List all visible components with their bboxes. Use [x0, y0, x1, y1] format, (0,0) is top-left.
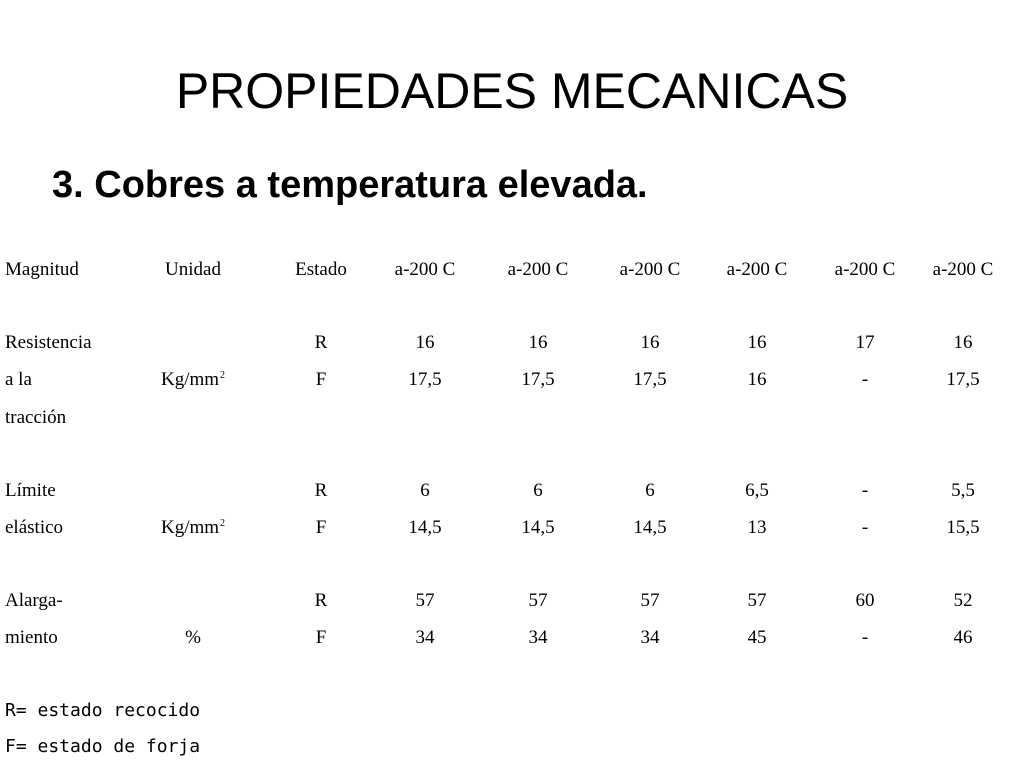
magnitude-label: tracción: [5, 407, 67, 428]
value-cell: 60: [855, 590, 875, 611]
value-cell: 57: [528, 590, 548, 611]
value-cell: 5,5: [951, 480, 975, 501]
magnitude-label: miento: [5, 627, 58, 648]
unit-cell: $Kg/mm^2$: [160, 517, 226, 538]
value-cell: 57: [747, 590, 767, 611]
value-cell: 34: [415, 627, 435, 648]
value-cell: 17,5: [946, 369, 980, 390]
value-cell: 14,5: [521, 517, 555, 538]
value-cell: 14,5: [408, 517, 442, 538]
value-cell: 17,5: [633, 369, 667, 390]
value-cell: 13: [747, 517, 767, 538]
estado-cell: F: [315, 517, 327, 538]
value-cell: 46: [953, 627, 973, 648]
estado-cell: F: [315, 627, 327, 648]
value-cell: 57: [640, 590, 660, 611]
estado-cell: F: [315, 369, 327, 390]
header-unidad: Unidad: [165, 259, 221, 280]
page-title: PROPIEDADES MECANICAS: [175, 63, 849, 119]
header-estado: Estado: [295, 259, 347, 280]
legend-note-recocido: R= estado recocido: [5, 700, 201, 721]
header-col: a-200 C: [726, 259, 788, 280]
magnitude-label: elástico: [5, 517, 64, 538]
value-cell: 14,5: [633, 517, 667, 538]
value-cell: 6: [533, 480, 543, 501]
value-cell: 16: [415, 332, 435, 353]
value-cell: 57: [415, 590, 435, 611]
value-cell: 17: [855, 332, 875, 353]
header-col: a-200 C: [834, 259, 896, 280]
unit-cell: $Kg/mm^2$: [160, 369, 226, 390]
value-cell: 34: [528, 627, 548, 648]
magnitude-label: Resistencia: [5, 332, 92, 353]
header-col: a-200 C: [394, 259, 456, 280]
header-col: a-200 C: [932, 259, 994, 280]
value-cell: 34: [640, 627, 660, 648]
value-cell: -: [861, 369, 869, 390]
header-magnitud: Magnitud: [5, 259, 79, 280]
value-cell: -: [861, 627, 869, 648]
value-cell: 6,5: [745, 480, 769, 501]
estado-cell: R: [314, 332, 328, 353]
magnitude-label: Alarga-: [5, 590, 63, 611]
value-cell: 6: [645, 480, 655, 501]
magnitude-label: Límite: [5, 480, 56, 501]
unit-cell: %: [185, 627, 201, 648]
estado-cell: R: [314, 590, 328, 611]
magnitude-label: a la: [5, 369, 32, 390]
value-cell: 17,5: [408, 369, 442, 390]
estado-cell: R: [314, 480, 328, 501]
header-col: a-200 C: [507, 259, 569, 280]
value-cell: 6: [420, 480, 430, 501]
value-cell: 45: [747, 627, 767, 648]
value-cell: 52: [953, 590, 973, 611]
value-cell: -: [861, 480, 869, 501]
value-cell: 16: [747, 332, 767, 353]
legend-note-forja: F= estado de forja: [5, 736, 201, 757]
value-cell: 17,5: [521, 369, 555, 390]
value-cell: -: [861, 517, 869, 538]
value-cell: 16: [640, 332, 660, 353]
header-col: a-200 C: [619, 259, 681, 280]
value-cell: 16: [528, 332, 548, 353]
value-cell: 15,5: [946, 517, 980, 538]
section-subtitle: 3. Cobres a temperatura elevada.: [52, 164, 648, 206]
value-cell: 16: [747, 369, 767, 390]
value-cell: 16: [953, 332, 973, 353]
